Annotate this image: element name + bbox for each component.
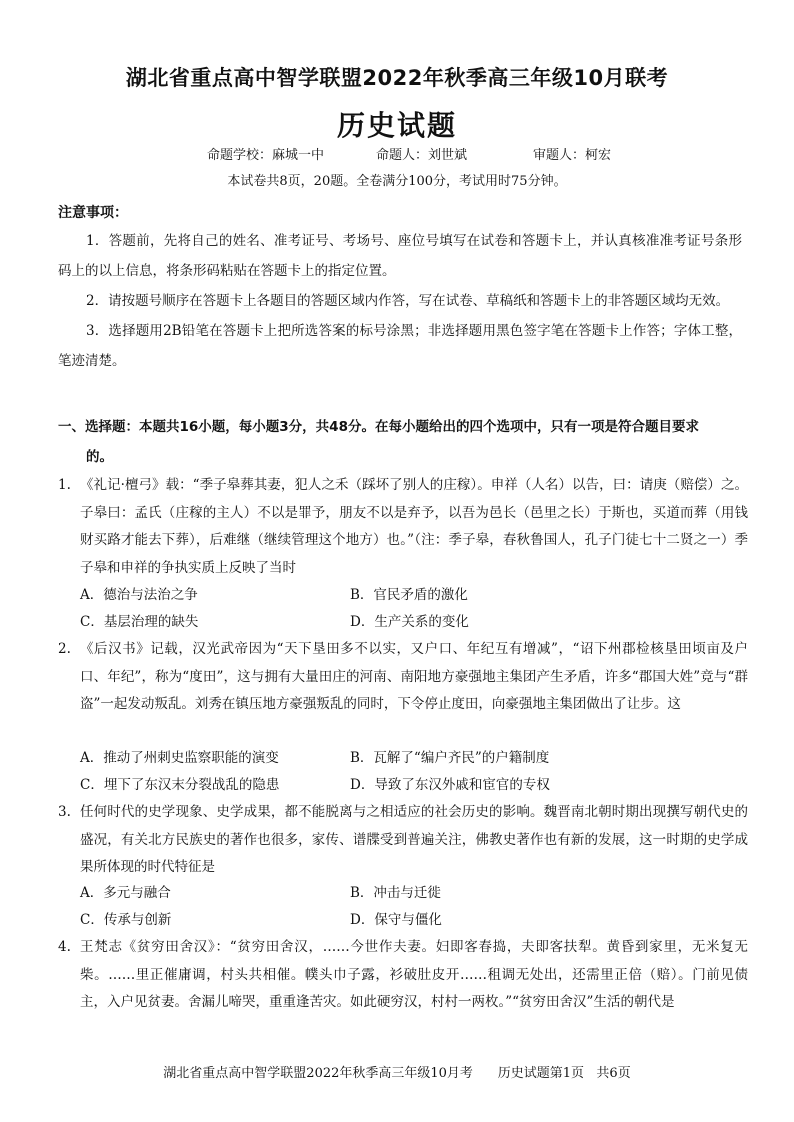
question-text: 王梵志《贫穷田舍汉》：“贫穷田舍汉，……今世作夫妻。妇即客春捣，夫即客扶犁。黄昏到家里，无米复无柴。……里正催庸调，村头共相催。幞头巾子露，衫破肚皮开……租调无处出，还需里正倍（赔）。门前见债主，入户见贫妻。舍漏儿啼哭，重重逢苦灾。如此硬穷汉，村村一两枚。”“贫穷田舍汉”生活的朝代是 xyxy=(80,939,748,1010)
option-b: B．瓦解了“编户齐民”的户籍制度 xyxy=(350,750,550,766)
option-a: A．德治与法治之争 xyxy=(80,587,198,603)
question-text: 任何时代的史学现象、史学成果，都不能脱离与之相适应的社会历史的影响。魏晋南北朝时期出现撰写朝代史的盛况，有关北方民族史的著作也很多，家传、谱牒受到普遍关注，佛教史著作也有新的发展，这一时期的史学成果所体现的时代特征是 xyxy=(80,804,748,875)
exam-header-title: 湖北省重点高中智学联盟2022年秋季高三年级10月联考 xyxy=(125,66,669,90)
question-3 xyxy=(58,799,748,882)
option-d: D．生产关系的变化 xyxy=(350,614,469,630)
meta-reviewer: 审题人：柯宏 xyxy=(533,148,612,163)
notice-item: 3．选择题用2B铅笔在答题卡上把所选答案的标号涂黑；非选择题用黑色签字笔在答题卡上作答；字体工整，笔迹清楚。 xyxy=(58,323,742,369)
section-heading-line2: 的。 xyxy=(86,449,113,465)
footer-total-pages: 共6页 xyxy=(596,1066,631,1081)
option-c: C．基层治理的缺失 xyxy=(80,614,199,630)
question-1 xyxy=(58,472,748,582)
question-number: 4. xyxy=(58,939,71,955)
meta-school: 命题学校：麻城一中 xyxy=(207,148,325,163)
option-b: B．冲击与迁徙 xyxy=(350,885,441,901)
question-4 xyxy=(58,934,748,1017)
page-footer xyxy=(0,1062,794,1081)
question-number: 2. xyxy=(58,641,71,657)
exam-info: 本试卷共8页，20题。全卷满分100分，考试用时75分钟。 xyxy=(227,174,567,189)
option-a: A．多元与融合 xyxy=(80,885,171,901)
question-number: 1. xyxy=(58,477,71,493)
footer-exam-name: 湖北省重点高中智学联盟2022年秋季高三年级10月考 xyxy=(163,1066,473,1081)
question-text: 《后汉书》记载，汉光武帝因为“天下垦田多不以实，又户口、年纪互有增减”，“诏下州郡检核垦田顷亩及户口、年纪”，称为“度田”，这与拥有大量田庄的河南、南阳地方豪强地主集团产生矛盾，许多“郡国大姓”竞与“群盗”一起发动叛乱。刘秀在镇压地方豪强叛乱的同时，下令停止度田，向豪强地主集团做出了让步。这 xyxy=(80,641,748,712)
footer-page-number: 历史试题第1页 xyxy=(497,1066,585,1081)
notice-heading: 注意事项： xyxy=(58,205,128,221)
notice-item: 1．答题前，先将自己的姓名、准考证号、考场号、座位号填写在试卷和答题卡上，并认真核准准考证号条形码上的以上信息，将条形码粘贴在答题卡上的指定位置。 xyxy=(58,233,742,279)
option-a: A．推动了州刺史监察职能的演变 xyxy=(80,750,279,766)
option-b: B．官民矛盾的激化 xyxy=(350,587,468,603)
meta-author: 命题人：刘世斌 xyxy=(376,148,468,163)
subject-title: 历史试题 xyxy=(336,109,457,142)
option-d: D．保守与僵化 xyxy=(350,912,442,928)
question-text: 《礼记·檀弓》载：“季子皋葬其妻，犯人之禾（踩坏了别人的庄稼）。申祥（人名）以告，曰：请庚（赔偿）之。子皋曰：孟氏（庄稼的主人）不以是罪予，朋友不以是弃予，以吾为邑长（邑里之长）于斯也，买道而葬（用钱财买路才能去下葬），后难继（继续管理这个地方）也。”（注：季子皋，春秋鲁国人，孔子门徒七十二贤之一）季子皋和申祥的争执实质上反映了当时 xyxy=(80,477,748,576)
option-c: C．传承与创新 xyxy=(80,912,172,928)
section-heading xyxy=(58,412,748,472)
option-d: D．导致了东汉外戚和宦官的专权 xyxy=(350,777,550,793)
section-heading-line1: 一、选择题：本题共16小题，每小题3分，共48分。在每小题给出的四个选项中，只有一项是符合题目要求 xyxy=(58,419,699,435)
notice-item: 2．请按题号顺序在答题卡上各题目的答题区域内作答，写在试卷、草稿纸和答题卡上的非答题区域均无效。 xyxy=(86,293,730,309)
question-number: 3. xyxy=(58,804,71,820)
question-2 xyxy=(58,636,748,719)
option-c: C．埋下了东汉末分裂战乱的隐患 xyxy=(80,777,280,793)
